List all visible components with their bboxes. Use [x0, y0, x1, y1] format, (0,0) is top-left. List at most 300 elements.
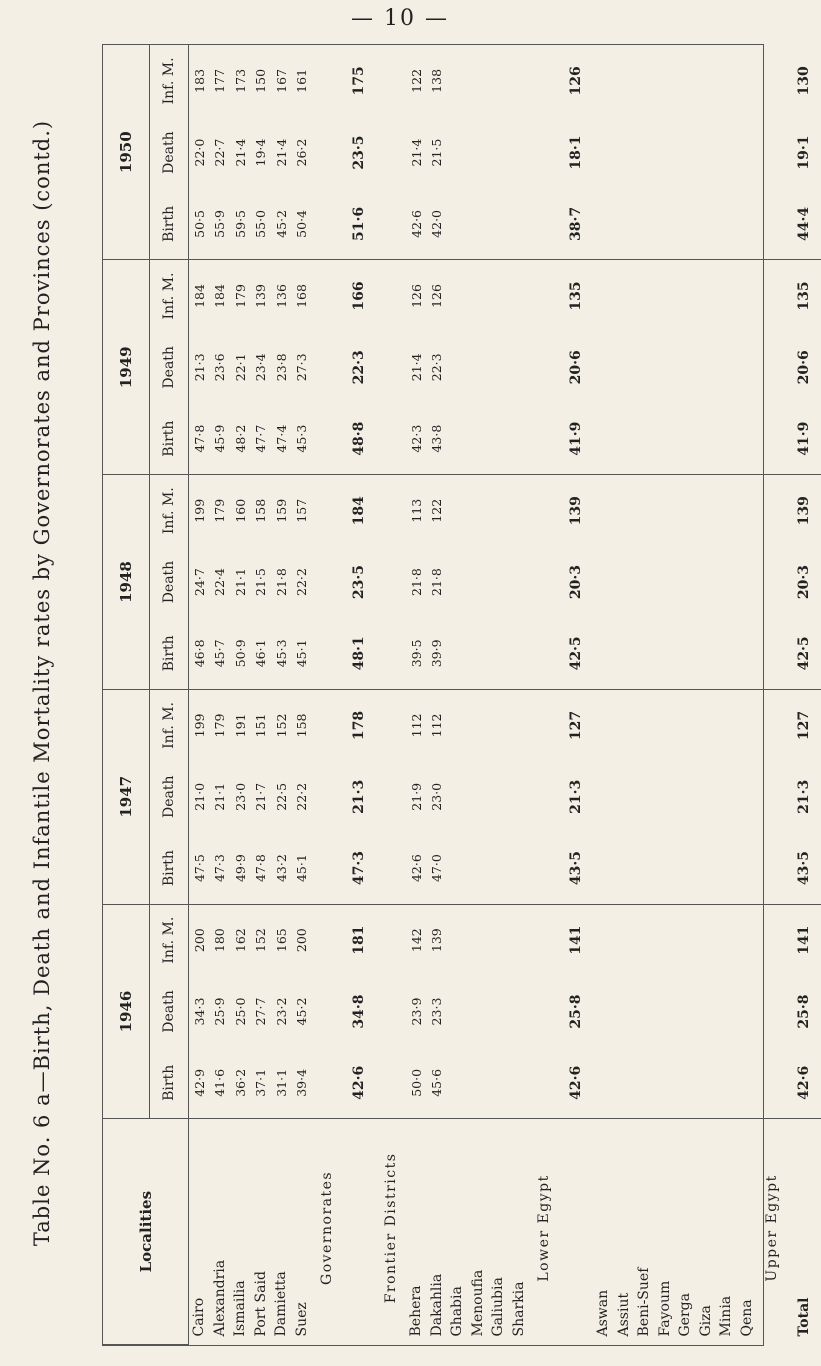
rate-cell — [655, 117, 676, 189]
rate-cell: 42·0 — [427, 188, 448, 260]
rate-cell — [737, 1047, 758, 1119]
year-header: 1949 — [103, 260, 150, 475]
rate-cell — [696, 833, 717, 905]
rate-cell: 41·6 — [210, 1047, 231, 1119]
governorates-subtotal — [342, 45, 376, 1345]
rate-cell: 22·4 — [212, 568, 228, 596]
rate-cell: 43·2 — [271, 833, 292, 905]
rate-cell — [614, 976, 635, 1048]
locality-name: Total — [796, 1297, 812, 1337]
rate-cell — [655, 45, 676, 117]
rate-cell: 135 — [796, 281, 812, 311]
locality-name: Minia — [718, 1295, 735, 1337]
rate-cell — [675, 1047, 696, 1119]
table-row — [271, 45, 292, 1345]
rate-cell: 23·0 — [232, 782, 248, 811]
rate-cell — [716, 833, 737, 905]
rate-cell — [614, 332, 635, 404]
table-frame — [102, 44, 812, 1346]
rate-cell — [737, 833, 758, 905]
rate-cell: 47·8 — [251, 833, 272, 905]
locality-name: Aswan — [595, 1289, 612, 1337]
rate-cell: 25·8 — [568, 994, 584, 1029]
locality-name: Qena — [738, 1299, 755, 1337]
table-row — [488, 45, 509, 1345]
rate-cell: 43·5 — [787, 833, 821, 905]
rate-cell — [634, 833, 655, 905]
rate-cell — [468, 546, 489, 618]
locality-name: Ghabia — [449, 1286, 466, 1337]
rate-cell: 42·6 — [342, 1047, 376, 1119]
rate-cell: 21·4 — [273, 138, 289, 167]
rate-cell: 39·4 — [292, 1047, 313, 1119]
rate-cell: 139 — [796, 496, 812, 526]
locality-name: Sharkia — [510, 1281, 527, 1337]
rate-cell: 19·1 — [796, 135, 812, 170]
rate-cell: 136 — [273, 284, 289, 308]
rate-cell: 200 — [294, 928, 310, 953]
rate-cell: 22·3 — [351, 350, 367, 385]
rate-cell: 22·7 — [212, 138, 228, 167]
rate-cell — [696, 1047, 717, 1119]
rate-cell: 39·9 — [427, 618, 448, 690]
rate-cell — [737, 689, 758, 761]
rate-cell: 47·3 — [342, 833, 376, 905]
rate-cell — [696, 117, 717, 189]
col-header-death: Death — [150, 117, 189, 189]
rate-cell — [675, 618, 696, 690]
rate-cell — [468, 1047, 489, 1119]
rate-cell — [488, 45, 509, 117]
rate-cell: 26·2 — [294, 138, 310, 167]
rate-cell: 158 — [294, 713, 310, 738]
locality-name: Behera — [408, 1285, 425, 1337]
rate-cell — [716, 976, 737, 1048]
rate-cell — [737, 45, 758, 117]
rate-cell — [509, 833, 530, 905]
rate-cell: 25·8 — [796, 994, 812, 1029]
rate-cell: 37·1 — [251, 1047, 272, 1119]
rate-cell — [488, 833, 509, 905]
rate-cell — [696, 475, 717, 547]
rate-cell: 43·8 — [427, 403, 448, 475]
rate-cell: 158 — [253, 498, 269, 523]
year-header: 1947 — [103, 689, 150, 904]
rate-cell: 141 — [568, 925, 584, 955]
rate-cell — [716, 117, 737, 189]
rate-cell — [614, 904, 635, 976]
rate-cell: 23·3 — [429, 997, 445, 1026]
rate-cell — [593, 45, 614, 117]
rate-cell — [737, 188, 758, 260]
rate-cell: 45·1 — [292, 833, 313, 905]
rate-cell — [716, 403, 737, 475]
rate-cell: 142 — [408, 928, 424, 953]
rate-cell — [593, 904, 614, 976]
rate-cell — [468, 403, 489, 475]
rate-cell — [634, 689, 655, 761]
locality-name: Fayoum — [656, 1280, 673, 1337]
rate-cell — [655, 403, 676, 475]
col-header-death: Death — [150, 332, 189, 404]
rate-cell — [468, 618, 489, 690]
col-header-death: Death — [150, 976, 189, 1048]
rate-cell — [696, 188, 717, 260]
rate-cell: 21·1 — [232, 568, 248, 596]
rate-cell — [696, 546, 717, 618]
rate-cell — [716, 761, 737, 833]
rate-cell: 25·0 — [232, 997, 248, 1026]
rate-cell — [716, 475, 737, 547]
rate-cell — [675, 833, 696, 905]
rate-cell: 23·0 — [429, 782, 445, 811]
rate-cell: 162 — [232, 928, 248, 953]
rate-cell — [509, 761, 530, 833]
rate-cell: 138 — [429, 68, 445, 93]
rate-cell: 126 — [568, 66, 584, 96]
rate-cell — [488, 689, 509, 761]
rate-cell: 21·3 — [796, 779, 812, 814]
rate-cell: 181 — [351, 925, 367, 955]
rate-cell — [634, 618, 655, 690]
rate-cell — [468, 117, 489, 189]
rate-cell — [509, 45, 530, 117]
rate-cell — [614, 1047, 635, 1119]
rate-cell — [737, 976, 758, 1048]
rate-cell — [488, 618, 509, 690]
rate-cell — [737, 904, 758, 976]
rate-cell: 23·8 — [273, 353, 289, 382]
rate-cell: 21·9 — [408, 782, 424, 811]
rate-cell: 48·2 — [230, 403, 251, 475]
page-number: — 10 — — [351, 6, 449, 31]
rate-cell — [593, 260, 614, 332]
rate-cell — [509, 618, 530, 690]
rate-cell — [675, 475, 696, 547]
rate-cell: 165 — [273, 928, 289, 953]
rate-cell: 21·5 — [253, 568, 269, 596]
rate-cell — [655, 475, 676, 547]
rate-cell: 127 — [568, 710, 584, 741]
rate-cell — [655, 904, 676, 976]
rate-cell — [634, 1047, 655, 1119]
rate-cell — [696, 976, 717, 1048]
table-row — [716, 45, 737, 1345]
rate-cell — [655, 833, 676, 905]
rate-cell — [488, 332, 509, 404]
rate-cell: 151 — [253, 713, 269, 738]
rate-cell: 112 — [429, 713, 445, 738]
rate-cell — [509, 689, 530, 761]
table-row — [655, 45, 676, 1345]
locality-name: Beni-Suef — [636, 1267, 653, 1337]
rate-cell — [675, 904, 696, 976]
rate-cell — [675, 260, 696, 332]
rate-cell: 21·0 — [191, 782, 207, 811]
rate-cell — [716, 45, 737, 117]
rate-cell — [593, 475, 614, 547]
rate-cell: 42·6 — [406, 833, 427, 905]
rate-cell — [447, 546, 468, 618]
rate-cell — [634, 45, 655, 117]
rate-cell — [655, 188, 676, 260]
rate-cell: 21·7 — [253, 782, 269, 811]
rate-cell: 130 — [796, 66, 812, 96]
locality-name: Menoufia — [469, 1269, 486, 1337]
rate-cell: 139 — [429, 928, 445, 953]
rate-cell — [675, 403, 696, 475]
rate-cell — [634, 904, 655, 976]
rate-cell: 21·3 — [191, 353, 207, 382]
rate-cell: 152 — [253, 928, 269, 953]
rate-cell: 43·5 — [559, 833, 593, 905]
rate-cell — [675, 45, 696, 117]
table-row — [675, 45, 696, 1345]
rate-cell: 184 — [191, 284, 207, 308]
rate-cell: 21·1 — [212, 782, 228, 811]
rate-cell: 42·5 — [559, 618, 593, 690]
table-row — [447, 45, 468, 1345]
rate-cell: 23·9 — [408, 997, 424, 1026]
rate-cell — [716, 546, 737, 618]
rate-cell: 179 — [212, 713, 228, 738]
rate-cell — [716, 260, 737, 332]
rate-cell: 183 — [191, 68, 207, 93]
rate-cell: 45·1 — [292, 618, 313, 690]
locality-name: Damietta — [273, 1271, 290, 1337]
locality-name: Galiubia — [490, 1277, 507, 1337]
rate-cell — [696, 761, 717, 833]
rate-cell — [737, 260, 758, 332]
rate-cell — [655, 689, 676, 761]
table-title: Table No. 6 a—Birth, Death and Infantile Mortality rates by Governorates and Provinces (contd.) — [30, 119, 54, 1247]
rate-cell — [675, 117, 696, 189]
rate-cell: 42·3 — [406, 403, 427, 475]
rate-cell — [447, 475, 468, 547]
rate-cell — [488, 188, 509, 260]
rate-cell — [488, 117, 509, 189]
rate-cell: 21·8 — [273, 568, 289, 596]
rate-cell: 178 — [351, 710, 367, 741]
rate-cell — [447, 403, 468, 475]
rate-cell — [488, 1047, 509, 1119]
rate-cell — [488, 546, 509, 618]
rate-cell: 42·6 — [787, 1047, 821, 1119]
rate-cell — [509, 188, 530, 260]
locality-name — [342, 1119, 376, 1345]
rate-cell: 49·9 — [230, 833, 251, 905]
rate-cell: 179 — [232, 284, 248, 308]
rate-cell: 157 — [294, 498, 310, 523]
rate-cell: 47·8 — [189, 403, 210, 475]
group-label: Frontier Districts — [383, 1152, 399, 1304]
col-header-inf-m: Inf. M. — [150, 904, 189, 976]
rate-cell — [675, 188, 696, 260]
rate-cell — [509, 260, 530, 332]
rate-cell: 22·2 — [294, 782, 310, 811]
locality-name: Assiut — [615, 1292, 632, 1337]
rate-cell — [696, 332, 717, 404]
rate-cell: 22·2 — [294, 568, 310, 596]
col-header-inf-m: Inf. M. — [150, 475, 189, 547]
rate-cell: 36·2 — [230, 1047, 251, 1119]
rate-cell: 42·9 — [189, 1047, 210, 1119]
table-row — [634, 45, 655, 1345]
rate-cell — [593, 618, 614, 690]
rate-cell: 20·6 — [796, 350, 812, 385]
rate-cell: 177 — [212, 68, 228, 93]
rate-cell — [447, 976, 468, 1048]
rate-cell: 38·7 — [559, 188, 593, 260]
rate-cell — [716, 689, 737, 761]
rate-cell — [614, 761, 635, 833]
rate-cell: 21·3 — [568, 779, 584, 814]
rate-cell: 20·3 — [568, 564, 584, 600]
rate-cell: 126 — [408, 284, 424, 308]
rate-cell: 161 — [294, 68, 310, 93]
rate-cell — [737, 761, 758, 833]
rate-cell: 22·0 — [191, 138, 207, 167]
group-label: Governorates — [319, 1170, 335, 1285]
rate-cell — [447, 117, 468, 189]
rate-cell — [509, 546, 530, 618]
year-header: 1946 — [103, 904, 150, 1119]
rate-cell: 45·9 — [210, 403, 231, 475]
rate-cell — [593, 188, 614, 260]
rate-cell — [675, 976, 696, 1048]
rate-cell: 48·8 — [342, 403, 376, 475]
rate-cell: 47·0 — [427, 833, 448, 905]
rate-cell: 21·8 — [408, 568, 424, 596]
rate-cell — [634, 117, 655, 189]
locality-name — [559, 1119, 593, 1345]
rate-cell — [468, 904, 489, 976]
rate-cell — [447, 1047, 468, 1119]
table-row — [210, 45, 231, 1345]
rate-cell: 34·8 — [351, 994, 367, 1029]
rate-cell: 23·5 — [351, 564, 367, 600]
rate-cell — [488, 403, 509, 475]
table-row — [230, 45, 251, 1345]
rate-cell — [468, 45, 489, 117]
rate-cell: 47·5 — [189, 833, 210, 905]
rate-cell — [614, 618, 635, 690]
rate-cell — [634, 332, 655, 404]
rate-cell: 44·4 — [787, 188, 821, 260]
rate-cell: 23·5 — [351, 135, 367, 170]
rate-cell — [655, 761, 676, 833]
rate-cell — [614, 45, 635, 117]
table-row — [427, 45, 448, 1345]
rate-cell — [696, 45, 717, 117]
rate-cell: 21·4 — [408, 353, 424, 382]
rate-cell: 39·5 — [406, 618, 427, 690]
rate-cell — [634, 403, 655, 475]
rate-cell — [696, 403, 717, 475]
rate-cell — [614, 188, 635, 260]
rate-cell — [716, 904, 737, 976]
table-row — [406, 45, 427, 1345]
rate-cell — [447, 904, 468, 976]
col-header-death: Death — [150, 761, 189, 833]
mortality-table — [103, 45, 821, 1345]
rate-cell — [716, 188, 737, 260]
rate-cell: 23·6 — [212, 353, 228, 382]
rate-cell — [447, 260, 468, 332]
rate-cell: 48·1 — [342, 618, 376, 690]
locality-name: Dakahlia — [428, 1273, 445, 1337]
rate-cell — [468, 976, 489, 1048]
rate-cell — [509, 475, 530, 547]
rate-cell: 141 — [796, 925, 812, 955]
col-header-inf-m: Inf. M. — [150, 260, 189, 332]
rate-cell — [655, 260, 676, 332]
rate-cell — [447, 689, 468, 761]
rate-cell — [468, 260, 489, 332]
rate-cell — [468, 332, 489, 404]
table-row — [292, 45, 313, 1345]
rate-cell: 20·3 — [796, 564, 812, 600]
rate-cell: 41·9 — [787, 403, 821, 475]
rate-cell: 47·3 — [210, 833, 231, 905]
table-row — [468, 45, 489, 1345]
col-header-death: Death — [150, 546, 189, 618]
lower-subtotal — [559, 45, 593, 1345]
rate-cell: 41·9 — [559, 403, 593, 475]
rate-cell: 27·7 — [253, 997, 269, 1026]
rate-cell: 191 — [232, 713, 248, 738]
rate-cell — [614, 475, 635, 547]
total-row — [787, 45, 821, 1345]
rate-cell — [593, 332, 614, 404]
rate-cell: 167 — [273, 68, 289, 93]
rate-cell — [737, 618, 758, 690]
locality-name: Gerga — [677, 1293, 694, 1337]
rate-cell — [447, 618, 468, 690]
table-row — [189, 45, 210, 1345]
rate-cell: 50·4 — [292, 188, 313, 260]
rate-cell: 47·7 — [251, 403, 272, 475]
rate-cell — [614, 260, 635, 332]
rate-cell — [737, 546, 758, 618]
rate-cell — [468, 689, 489, 761]
locality-name: Giza — [697, 1305, 714, 1337]
rate-cell — [634, 475, 655, 547]
rate-cell: 45·2 — [271, 188, 292, 260]
rate-cell: 23·2 — [273, 997, 289, 1026]
rate-cell: 50·0 — [406, 1047, 427, 1119]
rate-cell — [447, 761, 468, 833]
rate-cell — [593, 976, 614, 1048]
rate-cell: 50·9 — [230, 618, 251, 690]
rate-cell: 46·8 — [189, 618, 210, 690]
rate-cell — [593, 403, 614, 475]
rate-cell — [509, 117, 530, 189]
rate-cell — [696, 689, 717, 761]
locality-name: Ismailia — [232, 1280, 249, 1337]
rate-cell: 45·3 — [271, 618, 292, 690]
rate-cell — [675, 332, 696, 404]
rate-cell: 42·5 — [787, 618, 821, 690]
rate-cell — [509, 976, 530, 1048]
rate-cell — [737, 117, 758, 189]
rate-cell — [447, 332, 468, 404]
rate-cell: 152 — [273, 713, 289, 738]
rate-cell — [593, 761, 614, 833]
rate-cell: 31·1 — [271, 1047, 292, 1119]
rate-cell — [737, 332, 758, 404]
locality-name: Alexandria — [211, 1259, 228, 1337]
